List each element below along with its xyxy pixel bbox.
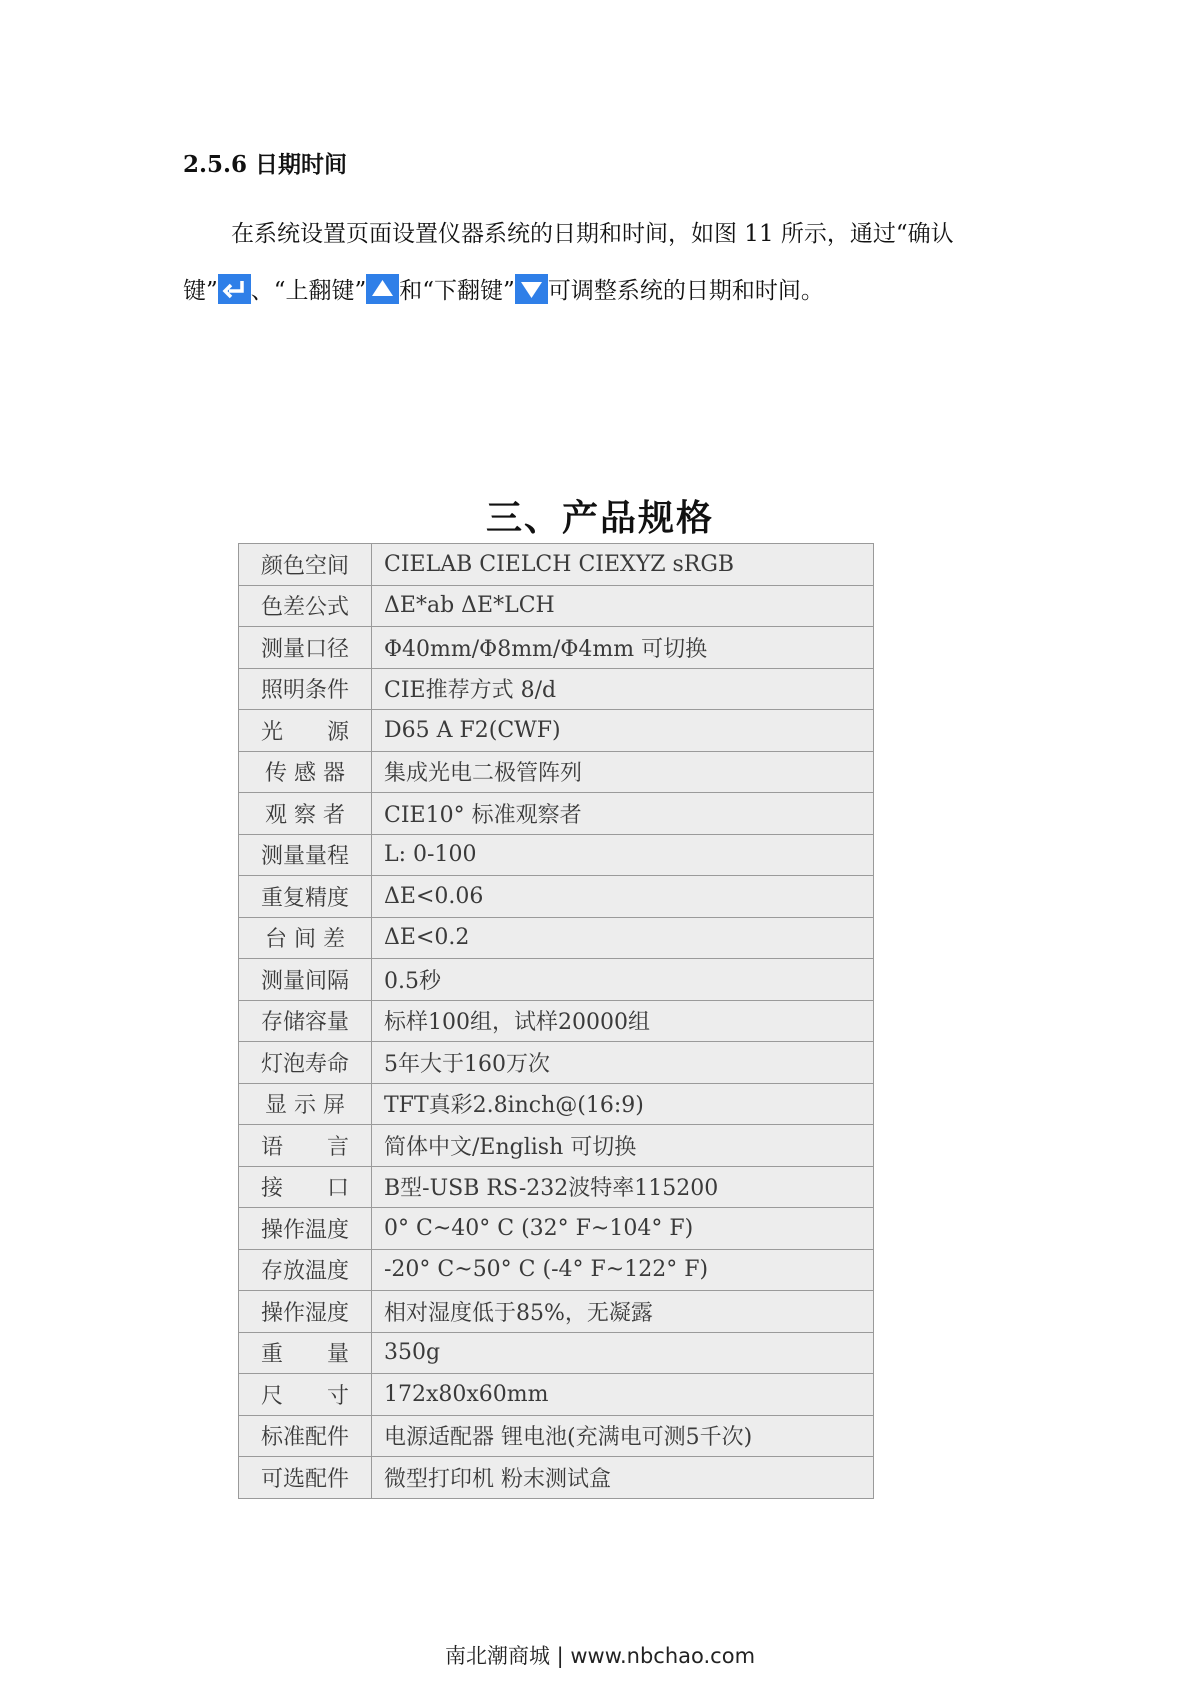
spec-row [239, 1457, 874, 1499]
spec-row [239, 1000, 874, 1042]
paragraph-line-1: 在系统设置页面设置仪器系统的日期和时间，如图 11 所示，通过“确认 [231, 221, 954, 247]
footer-brand: 南北潮商城 | www.nbchao.com [444, 1644, 756, 1668]
spec-value: ΔE*ab ΔE*LCH [372, 585, 874, 627]
spec-label: 重 量 [239, 1332, 372, 1374]
spec-row [239, 876, 874, 918]
spec-value: 350g [372, 1332, 874, 1374]
down-arrow-key-icon [515, 274, 548, 304]
spec-row [239, 917, 874, 959]
spec-label: 传 感 器 [239, 751, 372, 793]
spec-value: 集成光电二极管阵列 [372, 751, 874, 793]
up-arrow-key-icon [366, 274, 399, 304]
spec-value: ΔE<0.06 [372, 876, 874, 918]
spec-row [239, 1125, 874, 1167]
spec-value: 简体中文/English 可切换 [372, 1125, 874, 1167]
spec-label: 色差公式 [239, 585, 372, 627]
spec-row [239, 834, 874, 876]
spec-label: 台 间 差 [239, 917, 372, 959]
paragraph-text: 键” [183, 278, 218, 304]
spec-value: -20° C~50° C (-4° F~122° F) [372, 1249, 874, 1291]
spec-label: 颜色空间 [239, 544, 372, 586]
spec-value: 电源适配器 锂电池(充满电可测5千次) [372, 1415, 874, 1457]
spec-label: 标准配件 [239, 1415, 372, 1457]
spec-row [239, 1042, 874, 1084]
spec-value: 微型打印机 粉末测试盒 [372, 1457, 874, 1499]
specs-table [238, 543, 874, 1499]
spec-label: 存放温度 [239, 1249, 372, 1291]
spec-label: 测量量程 [239, 834, 372, 876]
spec-label: 灯泡寿命 [239, 1042, 372, 1084]
spec-row [239, 751, 874, 793]
spec-label: 测量口径 [239, 627, 372, 669]
enter-key-icon [218, 274, 251, 304]
spec-value: B型-USB RS-232波特率115200 [372, 1166, 874, 1208]
spec-value: CIE推荐方式 8/d [372, 668, 874, 710]
spec-label: 语 言 [239, 1125, 372, 1167]
spec-row [239, 710, 874, 752]
spec-label: 观 察 者 [239, 793, 372, 835]
spec-row [239, 627, 874, 669]
spec-label: 显 示 屏 [239, 1083, 372, 1125]
spec-row [239, 1374, 874, 1416]
spec-row [239, 1166, 874, 1208]
spec-row [239, 793, 874, 835]
spec-value: 0° C~40° C (32° F~104° F) [372, 1208, 874, 1250]
spec-row [239, 1083, 874, 1125]
specs-title: 三、产品规格 [485, 497, 714, 539]
section-heading: 2.5.6 日期时间 [183, 151, 348, 178]
spec-value: L: 0-100 [372, 834, 874, 876]
spec-value: Φ40mm/Φ8mm/Φ4mm 可切换 [372, 627, 874, 669]
spec-value: D65 A F2(CWF) [372, 710, 874, 752]
spec-value: CIELAB CIELCH CIEXYZ sRGB [372, 544, 874, 586]
spec-value: 相对湿度低于85%，无凝露 [372, 1291, 874, 1333]
spec-value: 5年大于160万次 [372, 1042, 874, 1084]
spec-label: 尺 寸 [239, 1374, 372, 1416]
spec-label: 操作湿度 [239, 1291, 372, 1333]
spec-value: TFT真彩2.8inch@(16:9) [372, 1083, 874, 1125]
spec-label: 存储容量 [239, 1000, 372, 1042]
spec-row [239, 1332, 874, 1374]
paragraph-text: 、“上翻键” [250, 278, 367, 304]
spec-value: 172x80x60mm [372, 1374, 874, 1416]
spec-row [239, 544, 874, 586]
spec-row [239, 668, 874, 710]
spec-row [239, 1249, 874, 1291]
spec-label: 操作温度 [239, 1208, 372, 1250]
spec-row [239, 1415, 874, 1457]
spec-label: 照明条件 [239, 668, 372, 710]
spec-row [239, 1208, 874, 1250]
spec-label: 重复精度 [239, 876, 372, 918]
paragraph-text: 和“下翻键” [399, 278, 515, 304]
paragraph-line-2 [183, 263, 824, 319]
spec-row [239, 1291, 874, 1333]
paragraph-text: 可调整系统的日期和时间。 [547, 278, 824, 304]
spec-label: 测量间隔 [239, 959, 372, 1001]
spec-value: 标样100组，试样20000组 [372, 1000, 874, 1042]
spec-value: CIE10° 标准观察者 [372, 793, 874, 835]
spec-row [239, 959, 874, 1001]
spec-row [239, 585, 874, 627]
spec-value: 0.5秒 [372, 959, 874, 1001]
spec-label: 可选配件 [239, 1457, 372, 1499]
spec-value: ΔE<0.2 [372, 917, 874, 959]
spec-label: 光 源 [239, 710, 372, 752]
spec-label: 接 口 [239, 1166, 372, 1208]
